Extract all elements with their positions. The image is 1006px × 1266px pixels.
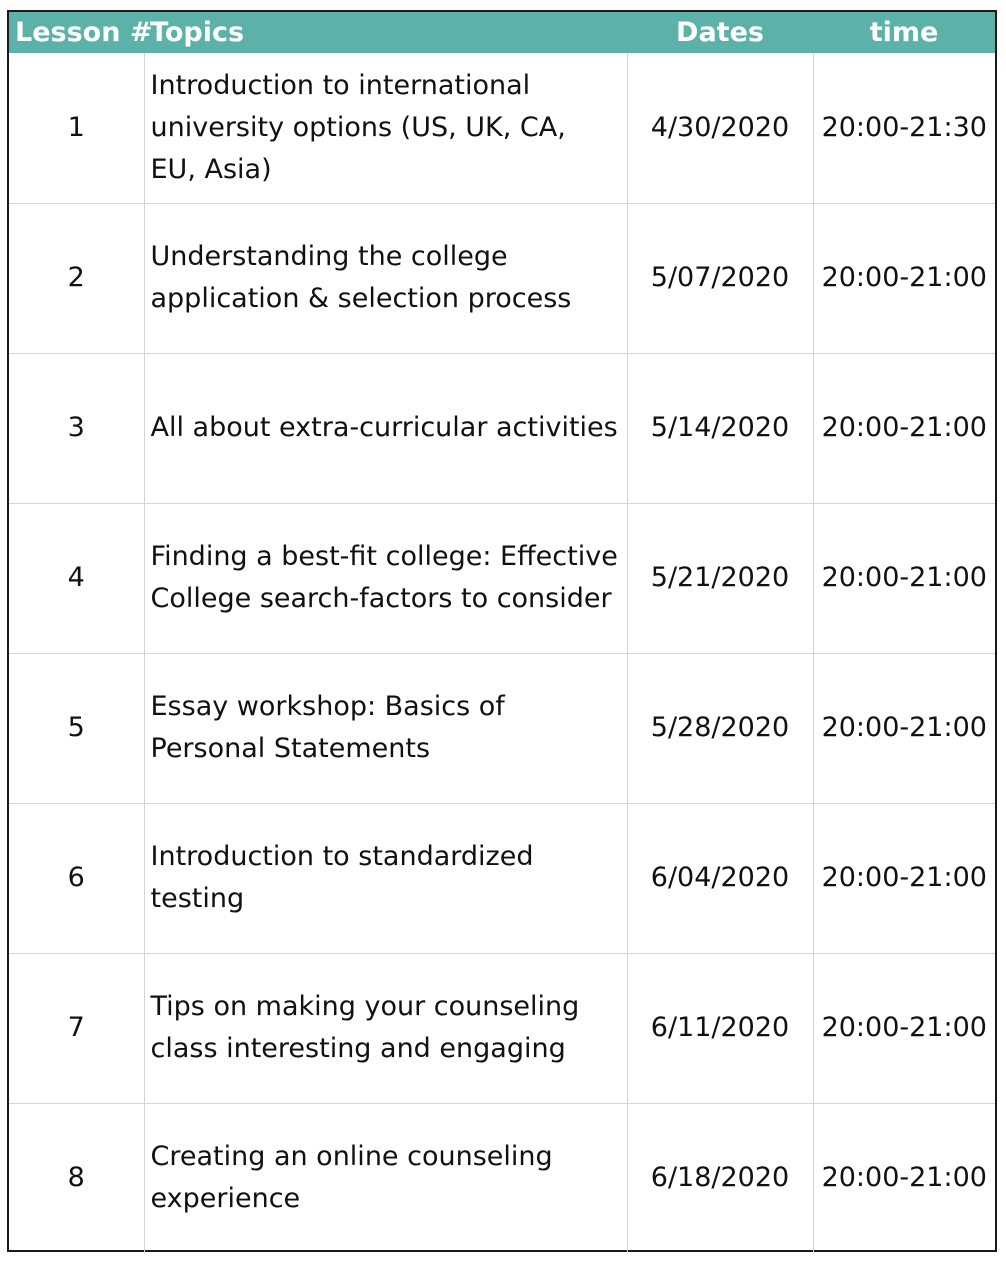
- header-dates: Dates: [627, 12, 813, 53]
- table-row: [9, 353, 995, 503]
- time-cell: 20:00-21:00: [813, 803, 995, 953]
- lesson-number-cell: 2: [9, 203, 144, 353]
- lesson-number-cell: 4: [9, 503, 144, 653]
- time-cell: 20:00-21:00: [813, 203, 995, 353]
- lesson-number-cell: 3: [9, 353, 144, 503]
- time-cell: 20:00-21:00: [813, 653, 995, 803]
- table-row: [9, 803, 995, 953]
- table-row: [9, 503, 995, 653]
- date-cell: 4/30/2020: [627, 53, 813, 203]
- lesson-schedule-table: [9, 12, 995, 1253]
- lesson-number-cell: 7: [9, 953, 144, 1103]
- topic-cell: All about extra-curricular activities: [144, 353, 627, 503]
- schedule-sheet: [7, 10, 997, 1252]
- date-cell: 5/21/2020: [627, 503, 813, 653]
- lesson-number-cell: 5: [9, 653, 144, 803]
- lesson-number-cell: 1: [9, 53, 144, 203]
- topic-cell: Introduction to international university options (US, UK, CA, EU, Asia): [144, 53, 627, 203]
- topic-cell: Tips on making your counseling class interesting and engaging: [144, 953, 627, 1103]
- header-topics: Topics: [144, 12, 627, 53]
- date-cell: 6/11/2020: [627, 953, 813, 1103]
- date-cell: 5/07/2020: [627, 203, 813, 353]
- table-row: [9, 953, 995, 1103]
- table-row: [9, 653, 995, 803]
- date-cell: 6/18/2020: [627, 1103, 813, 1253]
- table-row: [9, 53, 995, 203]
- table-row: [9, 203, 995, 353]
- date-cell: 5/28/2020: [627, 653, 813, 803]
- time-cell: 20:00-21:00: [813, 353, 995, 503]
- header-time: time: [813, 12, 995, 53]
- lesson-number-cell: 6: [9, 803, 144, 953]
- topic-cell: Introduction to standardized testing: [144, 803, 627, 953]
- topic-cell: Understanding the college application & selection process: [144, 203, 627, 353]
- time-cell: 20:00-21:30: [813, 53, 995, 203]
- topic-cell: Essay workshop: Basics of Personal Statements: [144, 653, 627, 803]
- topic-cell: Creating an online counseling experience: [144, 1103, 627, 1253]
- topic-cell: Finding a best-fit college: Effective College search-factors to consider: [144, 503, 627, 653]
- lesson-number-cell: 8: [9, 1103, 144, 1253]
- date-cell: 5/14/2020: [627, 353, 813, 503]
- table-row: [9, 1103, 995, 1253]
- time-cell: 20:00-21:00: [813, 1103, 995, 1253]
- time-cell: 20:00-21:00: [813, 953, 995, 1103]
- header-lesson-number: Lesson #: [9, 12, 144, 53]
- date-cell: 6/04/2020: [627, 803, 813, 953]
- time-cell: 20:00-21:00: [813, 503, 995, 653]
- table-header-row: [9, 12, 995, 53]
